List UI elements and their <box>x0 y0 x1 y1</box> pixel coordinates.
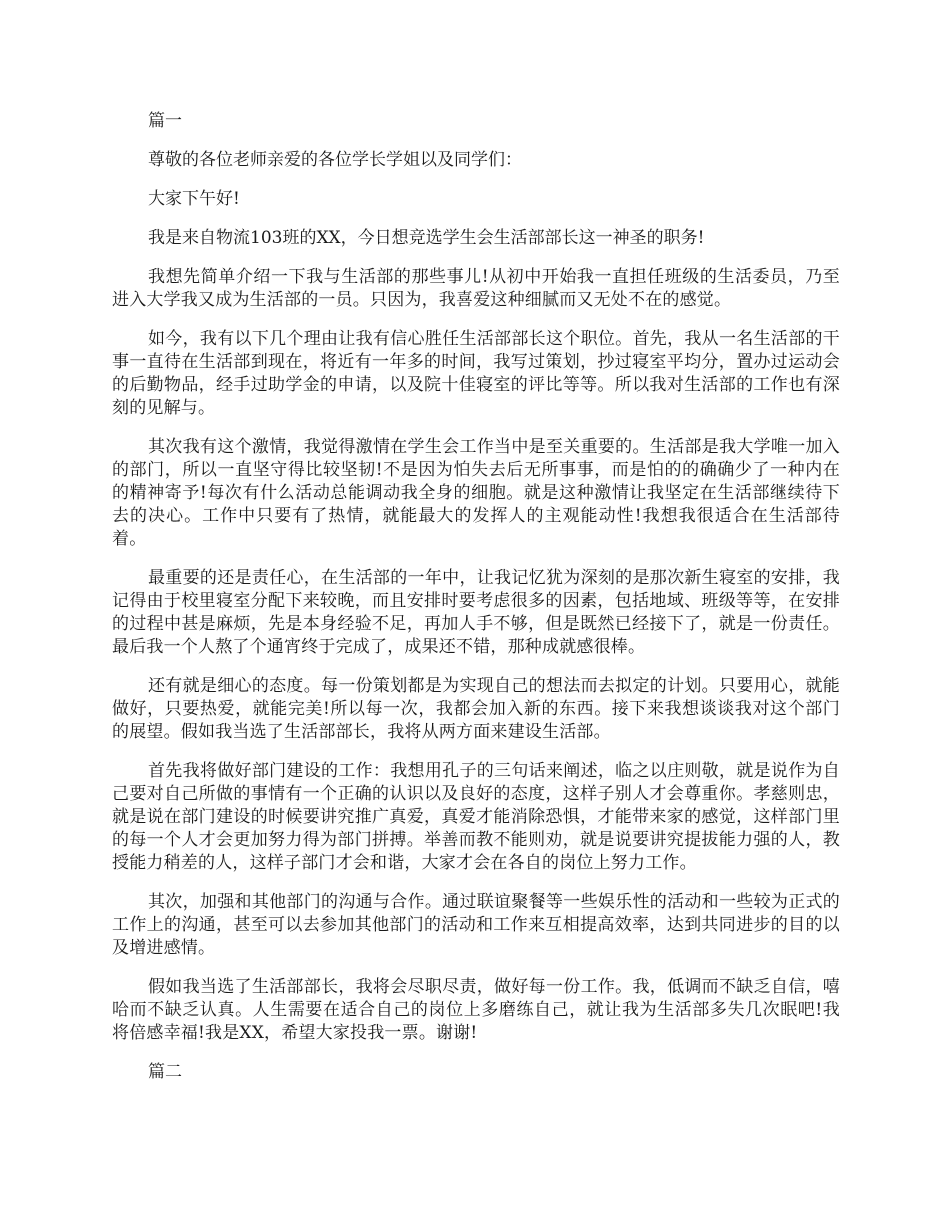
paragraph: 如今，我有以下几个理由让我有信心胜任生活部部长这个职位。首先，我从一名生活部的干事一直待在生活部到现在，将近有一年多的时间，我写过策划，抄过寝室平均分，置办过运动会的后勤物品，经手过助学金的申请，以及院十佳寝室的评比等等。所以我对生活部的工作也有深刻的见解与。 <box>112 329 840 418</box>
paragraph: 最重要的还是责任心，在生活部的一年中，让我记忆犹为深刻的是那次新生寝室的安排，我记得由于校里寝室分配下来较晚，而且安排时要考虑很多的因素，包括地域、班级等等，在安排的过程中甚是麻烦，先是本身经验不足，再加人手不够，但是既然已经接下了，就是一份责任。最后我一个人熬了个通宵终于完成了，成果还不错，那种成就感很棒。 <box>112 568 840 657</box>
greeting: 大家下午好! <box>148 189 240 209</box>
paragraph: 我想先简单介绍一下我与生活部的那些事儿!从初中开始我一直担任班级的生活委员，乃至进入大学我又成为生活部的一员。只因为，我喜爱这种细腻而又无处不在的感觉。 <box>112 267 840 310</box>
section-heading-1: 篇一 <box>148 111 182 131</box>
section-heading-2: 篇二 <box>148 1062 182 1082</box>
intro-line: 我是来自物流103班的XX，今日想竞选学生会生活部部长这一神圣的职务! <box>148 228 705 248</box>
paragraph: 假如我当选了生活部部长，我将会尽职尽责，做好每一份工作。我，低调而不缺乏自信，嘻哈而不缺乏认真。人生需要在适合自己的岗位上多磨练自己，就让我为生活部多失几次眠吧!我将倍感幸福!我是XX，希望大家投我一票。谢谢! <box>112 977 840 1043</box>
paragraph: 其次我有这个激情，我觉得激情在学生会工作当中是至关重要的。生活部是我大学唯一加入的部门，所以一直坚守得比较坚韧!不是因为怕失去后无所事事，而是怕的的确确少了一种内在的精神寄予!每次有什么活动总能调动我全身的细胞。就是这种激情让我坚定在生活部继续待下去的决心。工作中只要有了热情，就能最大的发挥人的主观能动性!我想我很适合在生活部待着。 <box>112 437 840 549</box>
paragraph: 首先我将做好部门建设的工作：我想用孔子的三句话来阐述，临之以庄则敬，就是说作为自己要对自己所做的事情有一个正确的认识以及良好的态度，这样子别人才会尊重你。孝慈则忠，就是说在部门建设的时候要讲究推广真爱，真爱才能消除恐惧，才能带来家的感觉，这样部门里的每一个人才会更加努力得为部门拼搏。举善而教不能则劝，就是说要讲究提拔能力强的人，教授能力稍差的人，这样子部门才会和谐，大家才会在各自的岗位上努力工作。 <box>112 761 840 873</box>
salutation: 尊敬的各位老师亲爱的各位学长学姐以及同学们： <box>148 150 522 170</box>
paragraph: 其次，加强和其他部门的沟通与合作。通过联谊聚餐等一些娱乐性的活动和一些较为正式的工作上的沟通，甚至可以去参加其他部门的活动和工作来互相提高效率，达到共同进步的目的以及增进感情。 <box>112 892 840 958</box>
paragraph: 还有就是细心的态度。每一份策划都是为实现自己的想法而去拟定的计划。只要用心，就能做好，只要热爱，就能完美!所以每一次，我都会加入新的东西。接下来我想谈谈我对这个部门的展望。假如我当选了生活部部长，我将从两方面来建设生活部。 <box>112 676 840 742</box>
document-body <box>112 110 840 1100</box>
